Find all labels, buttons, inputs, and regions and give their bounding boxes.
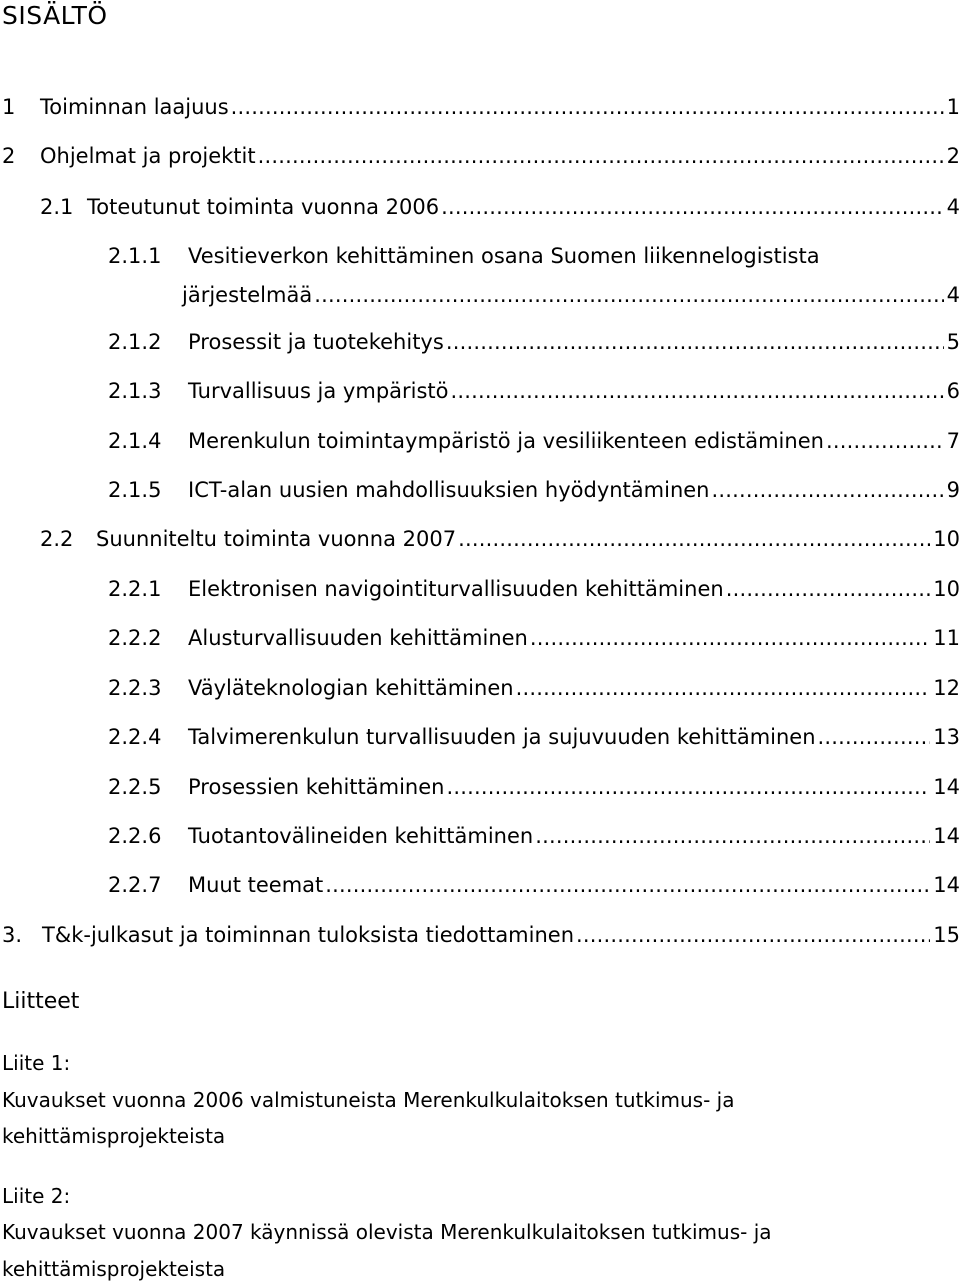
appendix-label: Liite 1: — [2, 1051, 71, 1075]
toc-entry-text: Prosessien kehittäminen — [188, 775, 445, 799]
toc-entry-number: 2.2 — [40, 527, 74, 551]
toc-entry-text: Prosessit ja tuotekehitys — [188, 330, 444, 354]
toc-entry-page: 2 — [946, 144, 960, 168]
toc-entry-page: 14 — [933, 873, 960, 897]
toc-entry-page: 4 — [946, 195, 960, 219]
appendix-description[interactable]: kehittämisprojekteista — [2, 1124, 226, 1148]
toc-leader — [535, 821, 930, 851]
toc-entry[interactable] — [108, 772, 960, 802]
toc-entry-page: 5 — [946, 330, 960, 354]
toc-entry[interactable] — [108, 821, 960, 851]
toc-leader — [441, 192, 943, 222]
toc-entry-text: Muut teemat — [188, 873, 324, 897]
toc-entry-page: 12 — [933, 676, 960, 700]
toc-leader — [325, 870, 930, 900]
toc-entry-page: 10 — [933, 527, 960, 551]
toc-entry[interactable] — [108, 673, 960, 703]
toc-entry[interactable] — [40, 192, 960, 222]
toc-entry-continuation: järjestelmää — [182, 283, 313, 307]
toc-entry-number: 2.2.1 — [108, 577, 162, 601]
toc-entry[interactable] — [2, 92, 960, 122]
toc-entry-text: Ohjelmat ja projektit — [40, 144, 256, 168]
toc-entry-number: 2.1 — [40, 195, 74, 219]
page-title: SISÄLTÖ — [2, 1, 108, 30]
toc-entry-text: Vesitieverkon kehittäminen osana Suomen liikennelogistista — [188, 244, 820, 268]
toc-leader — [818, 722, 931, 752]
toc-leader — [576, 920, 930, 950]
toc-entry-page: 9 — [946, 478, 960, 502]
toc-entry-number: 2.2.7 — [108, 873, 162, 897]
toc-entry-number: 2.1.1 — [108, 244, 162, 268]
toc-entry-page: 7 — [946, 429, 960, 453]
toc-entry-text: Tuotantovälineiden kehittäminen — [188, 824, 534, 848]
toc-leader — [446, 772, 930, 802]
toc-entry[interactable] — [108, 722, 960, 752]
toc-leader — [516, 673, 931, 703]
toc-entry[interactable] — [108, 376, 960, 406]
toc-entry-page: 4 — [946, 283, 960, 307]
toc-leader — [458, 524, 930, 554]
toc-entry[interactable] — [2, 920, 960, 950]
toc-entry[interactable] — [108, 426, 960, 456]
toc-leader — [451, 376, 944, 406]
toc-entry[interactable] — [182, 280, 960, 310]
toc-leader — [826, 426, 944, 456]
toc-entry-number: 2.2.6 — [108, 824, 162, 848]
toc-leader — [726, 574, 931, 604]
toc-entry[interactable] — [40, 524, 960, 554]
toc-entry-page: 6 — [946, 379, 960, 403]
toc-entry[interactable] — [108, 870, 960, 900]
toc-entry[interactable] — [108, 574, 960, 604]
toc-entry-text: Alusturvallisuuden kehittäminen — [188, 626, 528, 650]
toc-entry-text: Toiminnan laajuus — [40, 95, 229, 119]
toc-entry[interactable] — [108, 623, 960, 653]
toc-entry-page: 14 — [933, 775, 960, 799]
toc-entry[interactable] — [108, 475, 960, 505]
toc-entry-text: Väyläteknologian kehittäminen — [188, 676, 514, 700]
toc-entry-number: 2.2.2 — [108, 626, 162, 650]
appendix-description[interactable]: Kuvaukset vuonna 2007 käynnissä olevista Merenkulkulaitoksen tutkimus- ja — [2, 1220, 772, 1244]
appendix-description[interactable]: Kuvaukset vuonna 2006 valmistuneista Merenkulkulaitoksen tutkimus- ja — [2, 1088, 735, 1112]
toc-entry-number: 2.1.2 — [108, 330, 162, 354]
toc-leader — [530, 623, 930, 653]
appendix-description[interactable]: kehittämisprojekteista — [2, 1257, 226, 1281]
toc-entry-number: 2.2.3 — [108, 676, 162, 700]
toc-entry-text: ICT-alan uusien mahdollisuuksien hyödyntäminen — [188, 478, 710, 502]
toc-entry-number: 2 — [2, 144, 16, 168]
toc-entry[interactable] — [2, 141, 960, 171]
toc-entry-number: 2.1.4 — [108, 429, 162, 453]
toc-entry-text: Suunniteltu toiminta vuonna 2007 — [96, 527, 457, 551]
toc-entry-text: Toteutunut toiminta vuonna 2006 — [87, 195, 440, 219]
toc-entry-page: 1 — [946, 95, 960, 119]
toc-entry-number: 2.2.5 — [108, 775, 162, 799]
toc-entry-text: Talvimerenkulun turvallisuuden ja sujuvuuden kehittäminen — [188, 725, 816, 749]
toc-leader — [314, 280, 943, 310]
toc-entry-text: T&k-julkasut ja toiminnan tuloksista tiedottaminen — [42, 923, 575, 947]
toc-entry-number: 1 — [2, 95, 16, 119]
toc-entry-number: 3. — [2, 923, 23, 947]
toc-entry-first-line[interactable] — [108, 241, 820, 271]
toc-entry-number: 2.1.5 — [108, 478, 162, 502]
toc-entry[interactable] — [108, 327, 960, 357]
toc-entry-page: 13 — [933, 725, 960, 749]
appendices-heading: Liitteet — [2, 989, 80, 1014]
toc-entry-page: 10 — [933, 577, 960, 601]
toc-entry-number: 2.2.4 — [108, 725, 162, 749]
toc-leader — [712, 475, 944, 505]
toc-leader — [446, 327, 944, 357]
toc-entry-number: 2.1.3 — [108, 379, 162, 403]
appendix-label: Liite 2: — [2, 1184, 71, 1208]
toc-leader — [231, 92, 944, 122]
toc-entry-page: 15 — [933, 923, 960, 947]
toc-entry-text: Merenkulun toimintaympäristö ja vesiliikenteen edistäminen — [188, 429, 824, 453]
toc-entry-text: Elektronisen navigointiturvallisuuden kehittäminen — [188, 577, 724, 601]
toc-entry-page: 11 — [933, 626, 960, 650]
toc-leader — [258, 141, 944, 171]
toc-entry-text: Turvallisuus ja ympäristö — [188, 379, 449, 403]
toc-entry-page: 14 — [933, 824, 960, 848]
